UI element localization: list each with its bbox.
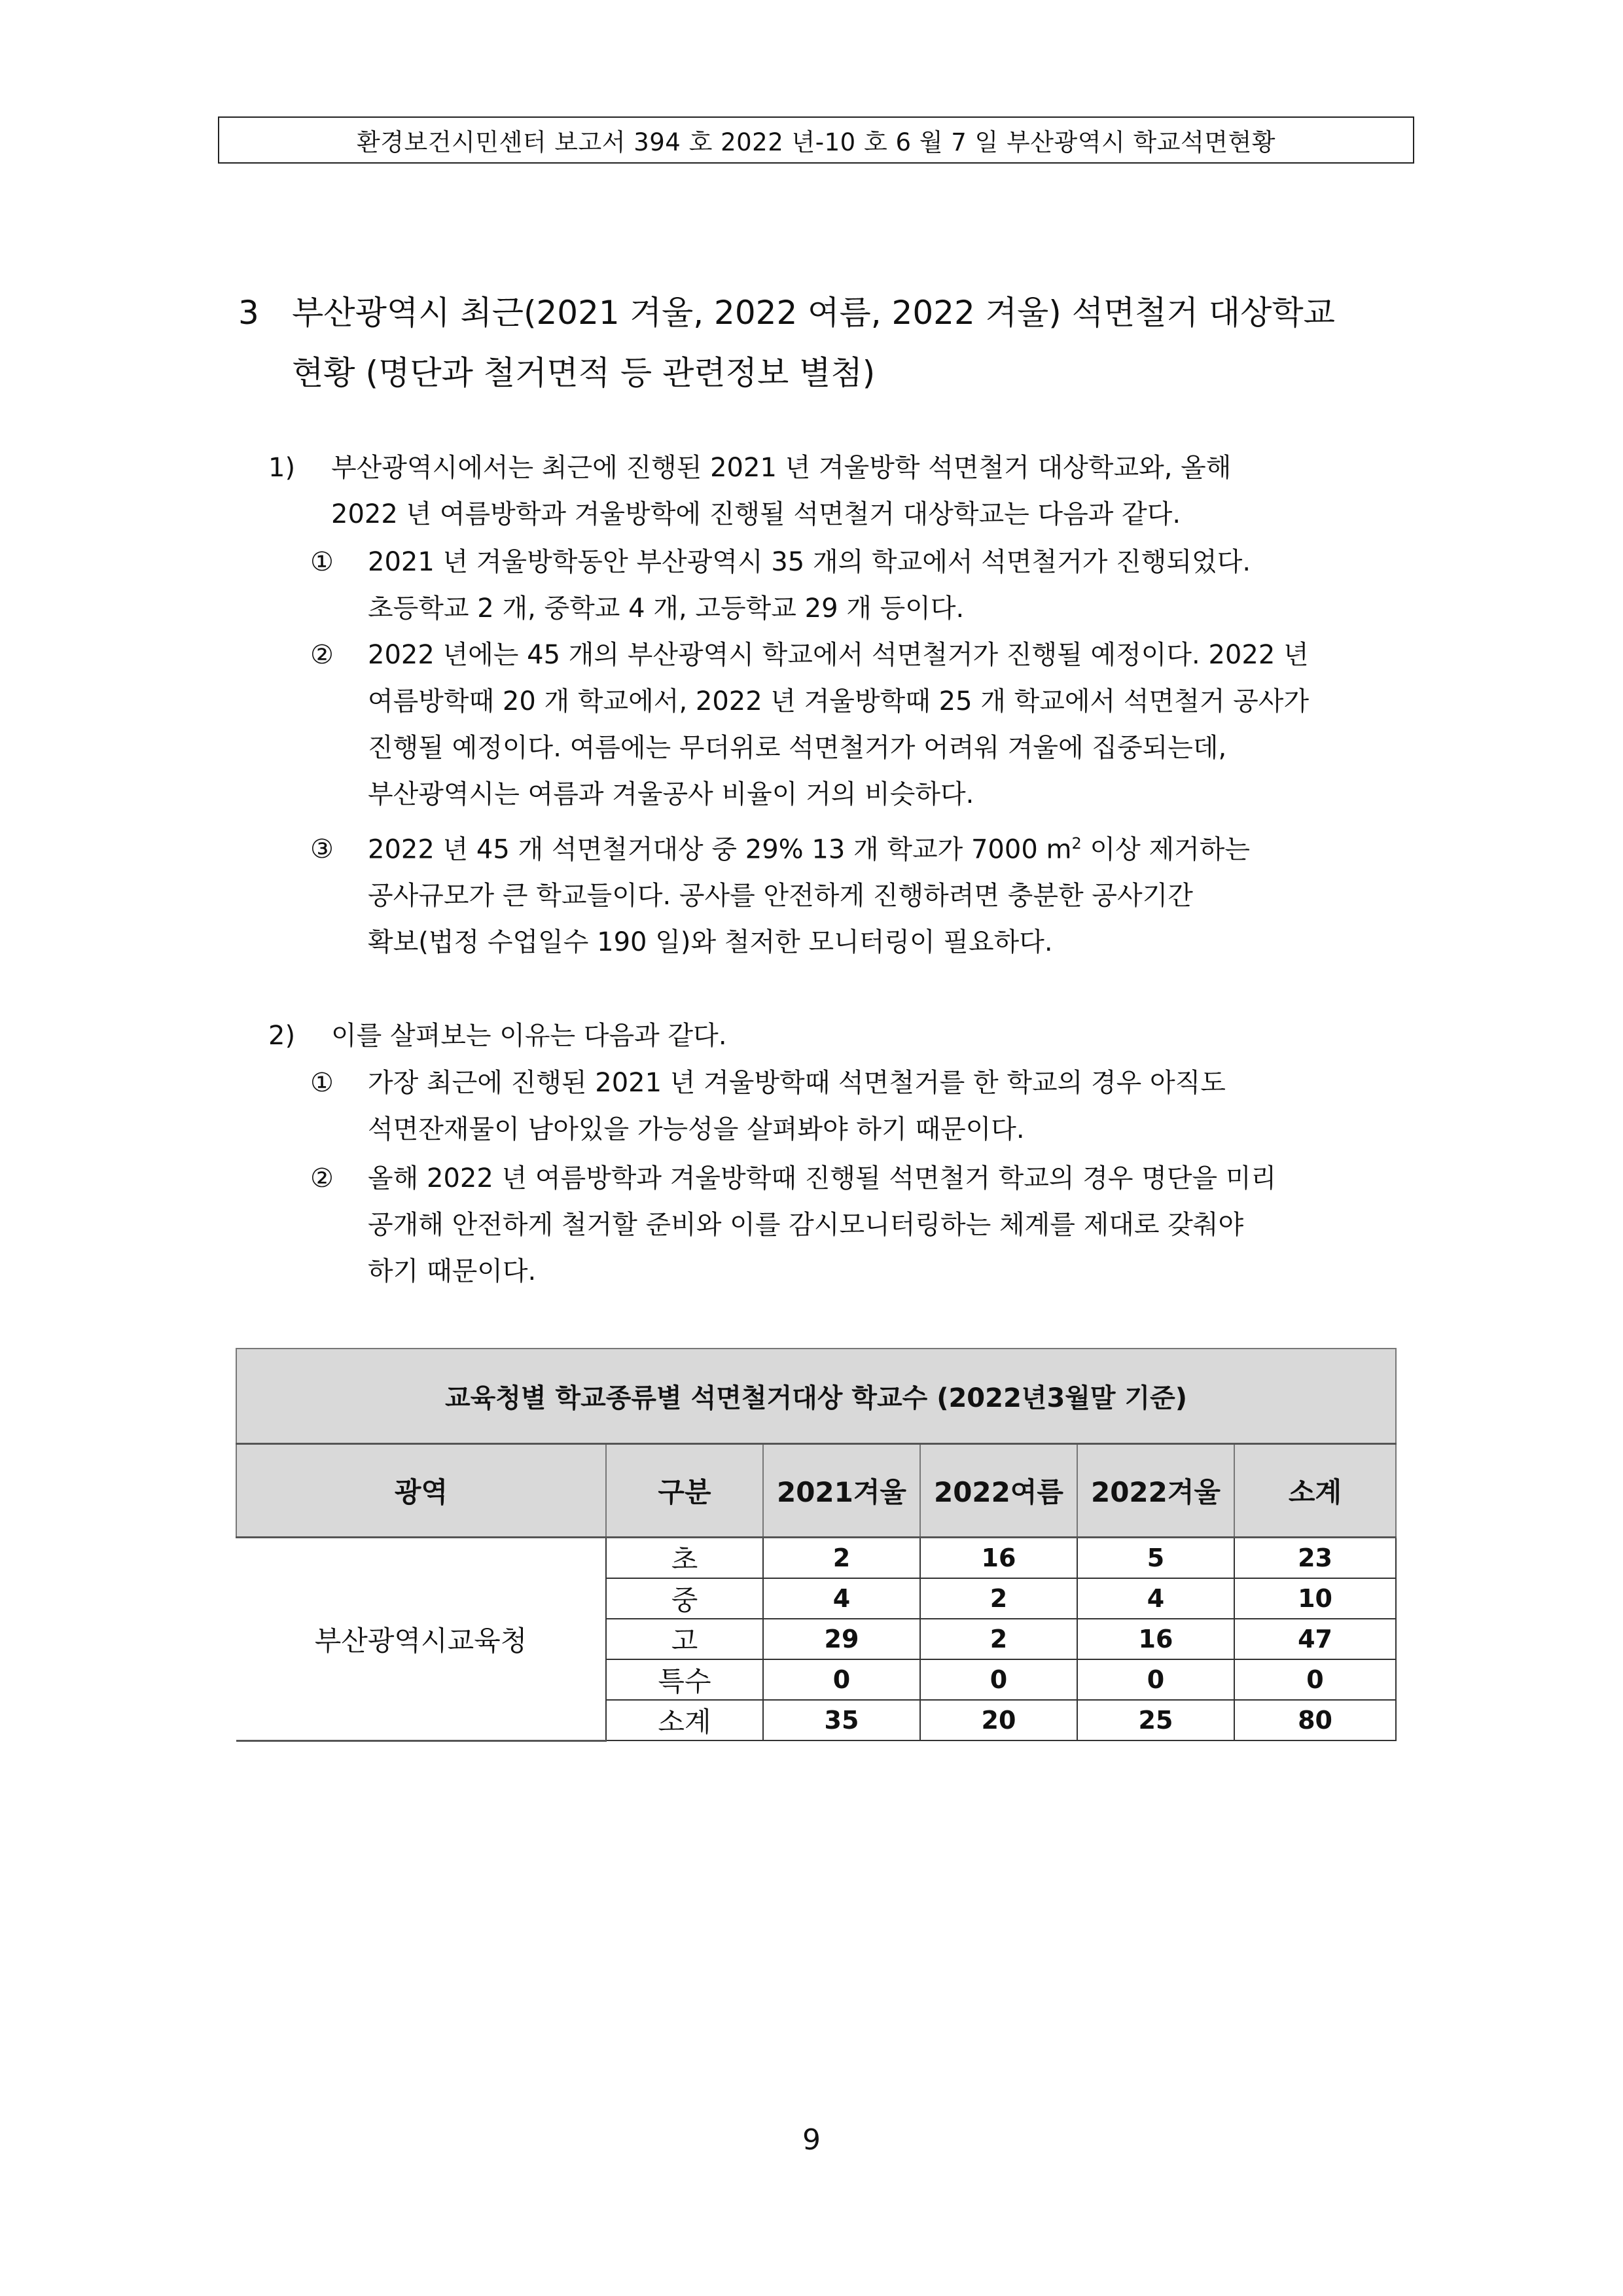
table-row xyxy=(236,1538,1396,1579)
item-line: 초등학교 2 개, 중학교 4 개, 고등학교 29 개 등이다. xyxy=(368,593,965,624)
item-line: 확보(법정 수업일수 190 일)와 철저한 모니터링이 필요하다. xyxy=(368,927,1053,958)
value-cell: 16 xyxy=(920,1538,1077,1579)
value-cell: 0 xyxy=(1077,1659,1234,1700)
section-heading xyxy=(238,283,1416,403)
item-mark: ① xyxy=(310,1068,334,1098)
value-cell: 4 xyxy=(1077,1578,1234,1619)
item-line: 가장 최근에 진행된 2021 년 겨울방학때 석면철거를 한 학교의 경우 아직도 xyxy=(368,1068,1226,1098)
category-cell: 초 xyxy=(606,1538,763,1579)
part-1-item-2 xyxy=(310,632,1410,818)
item-superscript: 2 xyxy=(1071,834,1082,853)
section-title-line-2: 현황 (명단과 철거면적 등 관련정보 별첨) xyxy=(292,354,876,392)
column-header: 2022여름 xyxy=(920,1444,1077,1538)
item-line: 공사규모가 큰 학교들이다. 공사를 안전하게 진행하려면 충분한 공사기간 xyxy=(368,881,1193,911)
item-line: 2021 년 겨울방학동안 부산광역시 35 개의 학교에서 석면철거가 진행되었다. xyxy=(368,547,1251,577)
item-line: 부산광역시는 여름과 겨울공사 비율이 거의 비슷하다. xyxy=(368,779,974,809)
section-title-line-1: 부산광역시 최근(2021 겨울, 2022 여름, 2022 겨울) 석면철거 대상학교 xyxy=(292,294,1335,332)
item-line: 석면잔재물이 남아있을 가능성을 살펴봐야 하기 때문이다. xyxy=(368,1114,1025,1144)
item-mark: ② xyxy=(310,1163,334,1193)
table-title: 교육청별 학교종류별 석면철거대상 학교수 (2022년3월말 기준) xyxy=(236,1349,1396,1444)
item-mark: ① xyxy=(310,547,334,577)
value-cell: 0 xyxy=(1234,1659,1396,1700)
part-1-line-2: 2022 년 여름방학과 겨울방학에 진행될 석면철거 대상학교는 다음과 같다. xyxy=(331,499,1181,529)
item-line: 2022 년에는 45 개의 부산광역시 학교에서 석면철거가 진행될 예정이다. 2022 년 xyxy=(368,640,1309,670)
part-2-item-2 xyxy=(310,1156,1410,1295)
value-cell: 10 xyxy=(1234,1578,1396,1619)
category-cell: 중 xyxy=(606,1578,763,1619)
column-header: 광역 xyxy=(236,1444,606,1538)
category-cell: 소계 xyxy=(606,1700,763,1740)
value-cell: 16 xyxy=(1077,1619,1234,1659)
column-header: 구분 xyxy=(606,1444,763,1538)
part-1-item-1 xyxy=(310,539,1410,632)
value-cell: 2 xyxy=(763,1538,920,1579)
value-cell: 35 xyxy=(763,1700,920,1740)
report-header-text: 환경보건시민센터 보고서 394 호 2022 년-10 호 6 월 7 일 부산광역시 학교석면현황 xyxy=(357,128,1275,156)
value-cell: 25 xyxy=(1077,1700,1234,1740)
part-2-line-1: 이를 살펴보는 이유는 다음과 같다. xyxy=(331,1021,727,1051)
part-1-intro xyxy=(268,445,1400,538)
item-line: 진행될 예정이다. 여름에는 무더위로 석면철거가 어려워 겨울에 집중되는데, xyxy=(368,733,1227,763)
category-cell: 특수 xyxy=(606,1659,763,1700)
value-cell: 29 xyxy=(763,1619,920,1659)
part-2-item-1 xyxy=(310,1060,1410,1153)
column-header: 2022겨울 xyxy=(1077,1444,1234,1538)
column-header: 2021겨울 xyxy=(763,1444,920,1538)
section-number: 3 xyxy=(238,294,259,332)
asbestos-school-count-table xyxy=(236,1348,1397,1742)
value-cell: 80 xyxy=(1234,1700,1396,1740)
page-number: 9 xyxy=(802,2123,821,2157)
column-header: 소계 xyxy=(1234,1444,1396,1538)
part-2-intro xyxy=(268,1013,1400,1059)
value-cell: 0 xyxy=(920,1659,1077,1700)
part-1-item-3 xyxy=(310,821,1410,966)
value-cell: 2 xyxy=(920,1578,1077,1619)
value-cell: 47 xyxy=(1234,1619,1396,1659)
value-cell: 5 xyxy=(1077,1538,1234,1579)
item-line: 하기 때문이다. xyxy=(368,1256,537,1286)
value-cell: 23 xyxy=(1234,1538,1396,1579)
value-cell: 20 xyxy=(920,1700,1077,1740)
item-line: 여름방학때 20 개 학교에서, 2022 년 겨울방학때 25 개 학교에서 석면철거 공사가 xyxy=(368,686,1310,716)
item-line: 이상 제거하는 xyxy=(1081,834,1251,865)
item-mark: ② xyxy=(310,640,334,670)
item-line: 2022 년 45 개 석면철거대상 중 29% 13 개 학교가 7000 m xyxy=(368,834,1072,865)
part-2-label: 2) xyxy=(268,1021,296,1051)
value-cell: 0 xyxy=(763,1659,920,1700)
item-mark: ③ xyxy=(310,834,334,865)
item-line: 올해 2022 년 여름방학과 겨울방학때 진행될 석면철거 학교의 경우 명단을 미리 xyxy=(368,1163,1277,1193)
report-header xyxy=(218,116,1414,164)
part-1-line-1: 부산광역시에서는 최근에 진행된 2021 년 겨울방학 석면철거 대상학교와, 올해 xyxy=(331,453,1232,483)
category-cell: 고 xyxy=(606,1619,763,1659)
region-cell: 부산광역시교육청 xyxy=(236,1538,606,1741)
value-cell: 4 xyxy=(763,1578,920,1619)
value-cell: 2 xyxy=(920,1619,1077,1659)
item-line: 공개해 안전하게 철거할 준비와 이를 감시모니터링하는 체계를 제대로 갖춰야 xyxy=(368,1210,1244,1240)
part-1-label: 1) xyxy=(268,453,296,483)
